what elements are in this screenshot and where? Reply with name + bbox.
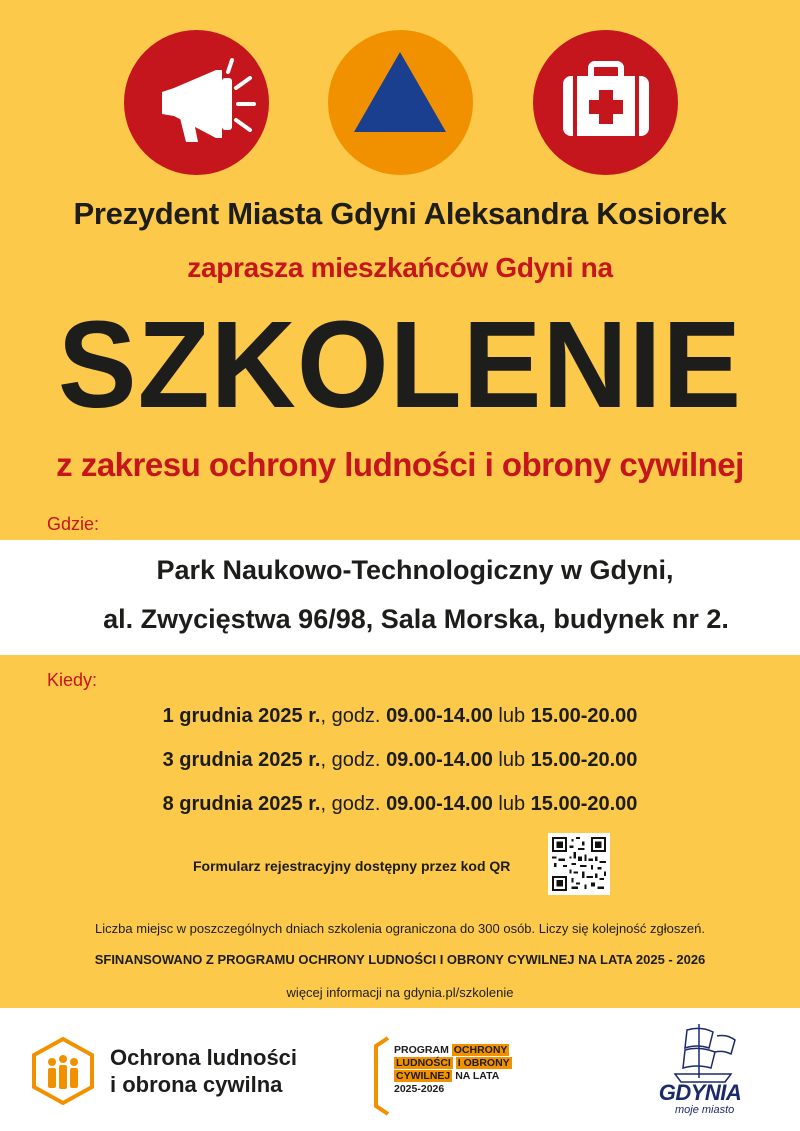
logo-line-2: i obrona cywilna — [110, 1072, 283, 1097]
logo-line-1: Ochrona ludności — [110, 1045, 298, 1070]
time-evening: 15.00-20.00 — [530, 705, 638, 727]
time-morning: 09.00-14.00 — [386, 793, 493, 815]
program-word: NA LATA — [455, 1070, 500, 1082]
civil-protection-logo-text — [110, 1044, 297, 1098]
program-word-highlight: OCHRONY — [453, 1044, 508, 1056]
where-line-2: al. Zwycięstwa 96/98, Sala Morska, budynek nr 2. — [103, 604, 729, 634]
date-row — [0, 788, 800, 832]
program-word-highlight: I OBRONY — [457, 1057, 510, 1069]
sailing-ship-icon — [635, 1018, 765, 1088]
where-line-1: Park Naukowo-Technologiczny w Gdyni, — [156, 555, 674, 585]
date-or: lub — [492, 749, 531, 771]
invite-line: zaprasza mieszkańców Gdyni na — [187, 252, 613, 283]
page-title: SZKOLENIE — [57, 295, 743, 435]
date-text: 3 grudnia 2025 r. — [162, 749, 321, 771]
date-text: 1 grudnia 2025 r. — [162, 705, 321, 727]
date-sep: , godz. — [320, 793, 387, 815]
gdynia-tagline: moje miasto — [675, 1104, 735, 1116]
program-word-highlight: LUDNOŚCI — [396, 1057, 451, 1069]
program-bracket-icon — [372, 1036, 390, 1116]
civil-protection-logo-icon — [28, 1036, 98, 1106]
time-evening: 15.00-20.00 — [530, 793, 638, 815]
footer — [0, 1008, 800, 1131]
time-evening: 15.00-20.00 — [530, 749, 638, 771]
registration-text: Formularz rejestracyjny dostępny przez kod QR — [193, 858, 511, 874]
date-or: lub — [492, 793, 531, 815]
more-info-link[interactable]: więcej informacji na gdynia.pl/szkolenie — [286, 985, 514, 1000]
time-morning: 09.00-14.00 — [386, 705, 493, 727]
gdynia-wordmark: GDYNIA — [658, 1080, 742, 1105]
megaphone-icon — [124, 30, 269, 175]
date-row — [0, 744, 800, 788]
president-line: Prezydent Miasta Gdyni Aleksandra Kosiorek — [73, 196, 727, 231]
time-morning: 09.00-14.00 — [386, 749, 493, 771]
subtitle: z zakresu ochrony ludności i obrony cywilnej — [56, 446, 744, 483]
when-label: Kiedy: — [47, 670, 98, 690]
date-list — [0, 700, 800, 832]
capacity-note: Liczba miejsc w poszczególnych dniach szkolenia ograniczona do 300 osób. Liczy się kolejność zgłoszeń. — [95, 921, 705, 936]
first-aid-kit-icon — [533, 30, 678, 175]
program-years: 2025-2026 — [394, 1083, 445, 1095]
program-word-highlight: CYWILNEJ — [396, 1070, 451, 1082]
funding-note: SFINANSOWANO Z PROGRAMU OCHRONY LUDNOŚCI I OBRONY CYWILNEJ NA LATA 2025 - 2026 — [94, 952, 706, 967]
qr-code[interactable] — [548, 833, 610, 895]
gdynia-logo — [635, 1018, 765, 1123]
icon-row — [0, 30, 800, 175]
program-logo-text — [394, 1044, 512, 1096]
program-word: PROGRAM — [394, 1044, 449, 1056]
date-text: 8 grudnia 2025 r. — [162, 793, 321, 815]
date-or: lub — [492, 705, 531, 727]
date-sep: , godz. — [320, 749, 387, 771]
program-logo — [372, 1036, 532, 1116]
date-row — [0, 700, 800, 744]
where-label: Gdzie: — [47, 514, 100, 534]
date-sep: , godz. — [320, 705, 387, 727]
civil-defense-triangle-icon — [328, 30, 473, 175]
